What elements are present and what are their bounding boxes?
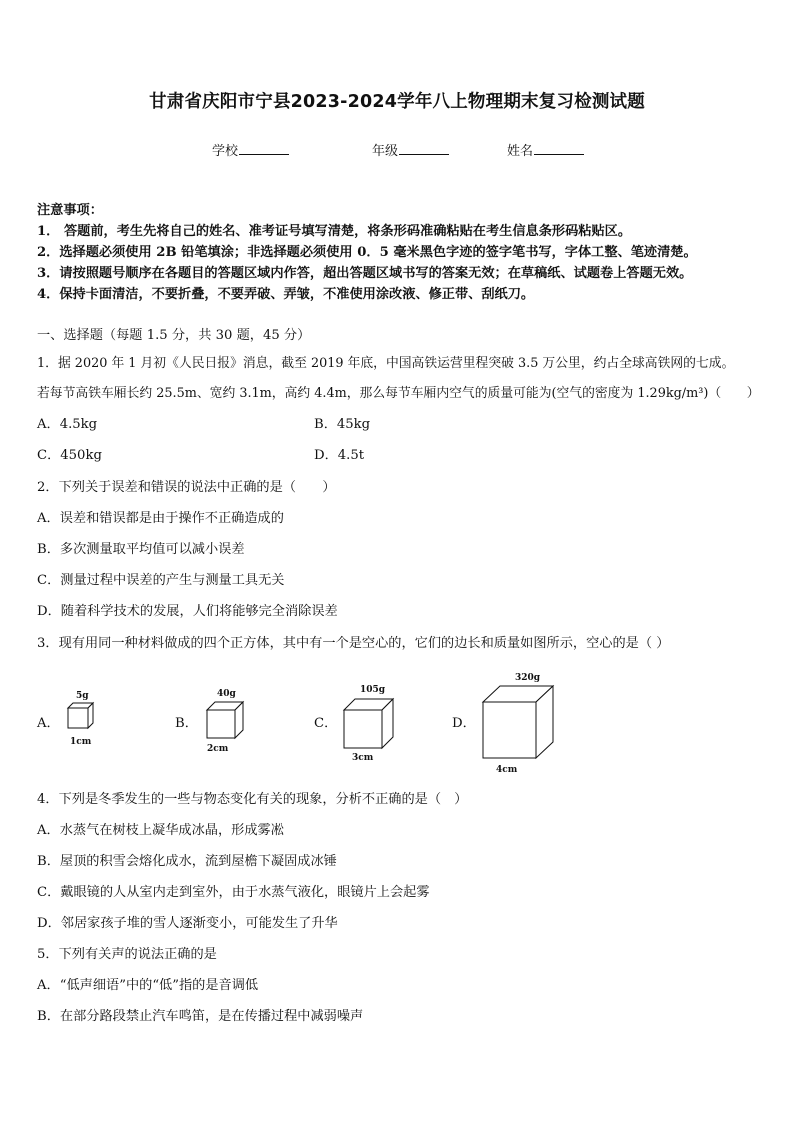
cube-a-edge: 1cm (70, 737, 92, 747)
cube-c-edge: 3cm (352, 753, 374, 763)
cube-c-mass: 105g (360, 685, 386, 695)
notice-item: 4．保持卡面清洁，不要折叠，不要弄破、弄皱，不准使用涂改液、修正带、刮纸刀。 (37, 287, 535, 302)
option-d: D．随着科学技术的发展，人们将能够完全消除误差 (37, 604, 338, 619)
cube-b-mass: 40g (217, 689, 236, 699)
option-a: A．“低声细语”中的“低”指的是音调低 (37, 978, 259, 993)
school-field (212, 140, 289, 159)
cube-a-label: A． (37, 716, 60, 731)
cube-b-edge: 2cm (207, 744, 229, 754)
question-4-stem: 4．下列是冬季发生的一些与物态变化有关的现象，分析不正确的是（ ） (37, 792, 468, 807)
notice-heading: 注意事项： (37, 203, 103, 218)
option-c: C．450kg (37, 448, 102, 463)
option-b: B．45kg (314, 417, 371, 432)
page-title: 甘肃省庆阳市宁县2023-2024学年八上物理期末复习检测试题 (149, 92, 645, 112)
cube-b-figure (205, 686, 255, 756)
cube-d-mass: 320g (515, 673, 541, 683)
notice-item: 1． 答题前，考生先将自己的姓名、准考证号填写清楚，将条形码准确粘贴在考生信息条形码粘贴区。 (37, 224, 632, 239)
name-blank (534, 142, 584, 155)
question-3-stem: 3．现有用同一种材料做成的四个正方体，其中有一个是空心的，它们的边长和质量如图所示，空心的是（ ） (37, 636, 670, 651)
cube-b-label: B． (175, 716, 198, 731)
notice-item: 2．选择题必须使用 2B 铅笔填涂；非选择题必须使用 0．5 毫米黑色字迹的签字笔书写，字体工整、笔迹清楚。 (37, 245, 697, 260)
cube-d-edge: 4cm (496, 765, 518, 775)
option-a: A．误差和错误都是由于操作不正确造成的 (37, 511, 284, 526)
option-d: D．4.5t (314, 448, 365, 463)
cube-d-label: D． (452, 716, 476, 731)
option-b: B．多次测量取平均值可以减小误差 (37, 542, 245, 557)
name-label: 姓名 (507, 144, 534, 159)
grade-label: 年级 (372, 144, 399, 159)
question-1-line1: 1．据 2020 年 1 月初《人民日报》消息，截至 2019 年底，中国高铁运营里程突破 3.5 万公里，约占全球高铁网的七成。 (37, 356, 735, 371)
grade-field (372, 140, 449, 159)
cube-d-figure (480, 670, 570, 776)
option-a: A．水蒸气在树枝上凝华成冰晶，形成雾凇 (37, 823, 284, 838)
cube-a-figure (66, 690, 106, 750)
option-b: B．屋顶的积雪会熔化成水，流到屋檐下凝固成冰锤 (37, 854, 337, 869)
question-1-line2: 若每节高铁车厢长约 25.5m、宽约 3.1m，高约 4.4m，那么每节车厢内空气的质量可能为(空气的密度为 1.29kg/m³)（ ） (37, 386, 760, 401)
option-d: D．邻居家孩子堆的雪人逐渐变小，可能发生了升华 (37, 916, 338, 931)
cube-c-label: C． (314, 716, 338, 731)
school-blank (239, 142, 289, 155)
grade-blank (399, 142, 449, 155)
notice-item: 3．请按照题号顺序在各题目的答题区域内作答，超出答题区域书写的答案无效；在草稿纸、试题卷上答题无效。 (37, 266, 693, 281)
option-c: C．戴眼镜的人从室内走到室外，由于水蒸气液化，眼镜片上会起雾 (37, 885, 430, 900)
name-field (507, 140, 584, 159)
question-5-stem: 5．下列有关声的说法正确的是 (37, 947, 217, 962)
question-2-stem: 2．下列关于误差和错误的说法中正确的是（ ） (37, 480, 336, 495)
option-c: C．测量过程中误差的产生与测量工具无关 (37, 573, 285, 588)
school-label: 学校 (212, 144, 239, 159)
cube-c-figure (342, 682, 406, 764)
cube-a-mass: 5g (76, 691, 89, 701)
option-a: A．4.5kg (37, 417, 98, 432)
section-heading: 一、选择题（每题 1.5 分，共 30 题，45 分） (37, 328, 311, 343)
option-b: B．在部分路段禁止汽车鸣笛，是在传播过程中减弱噪声 (37, 1009, 364, 1024)
